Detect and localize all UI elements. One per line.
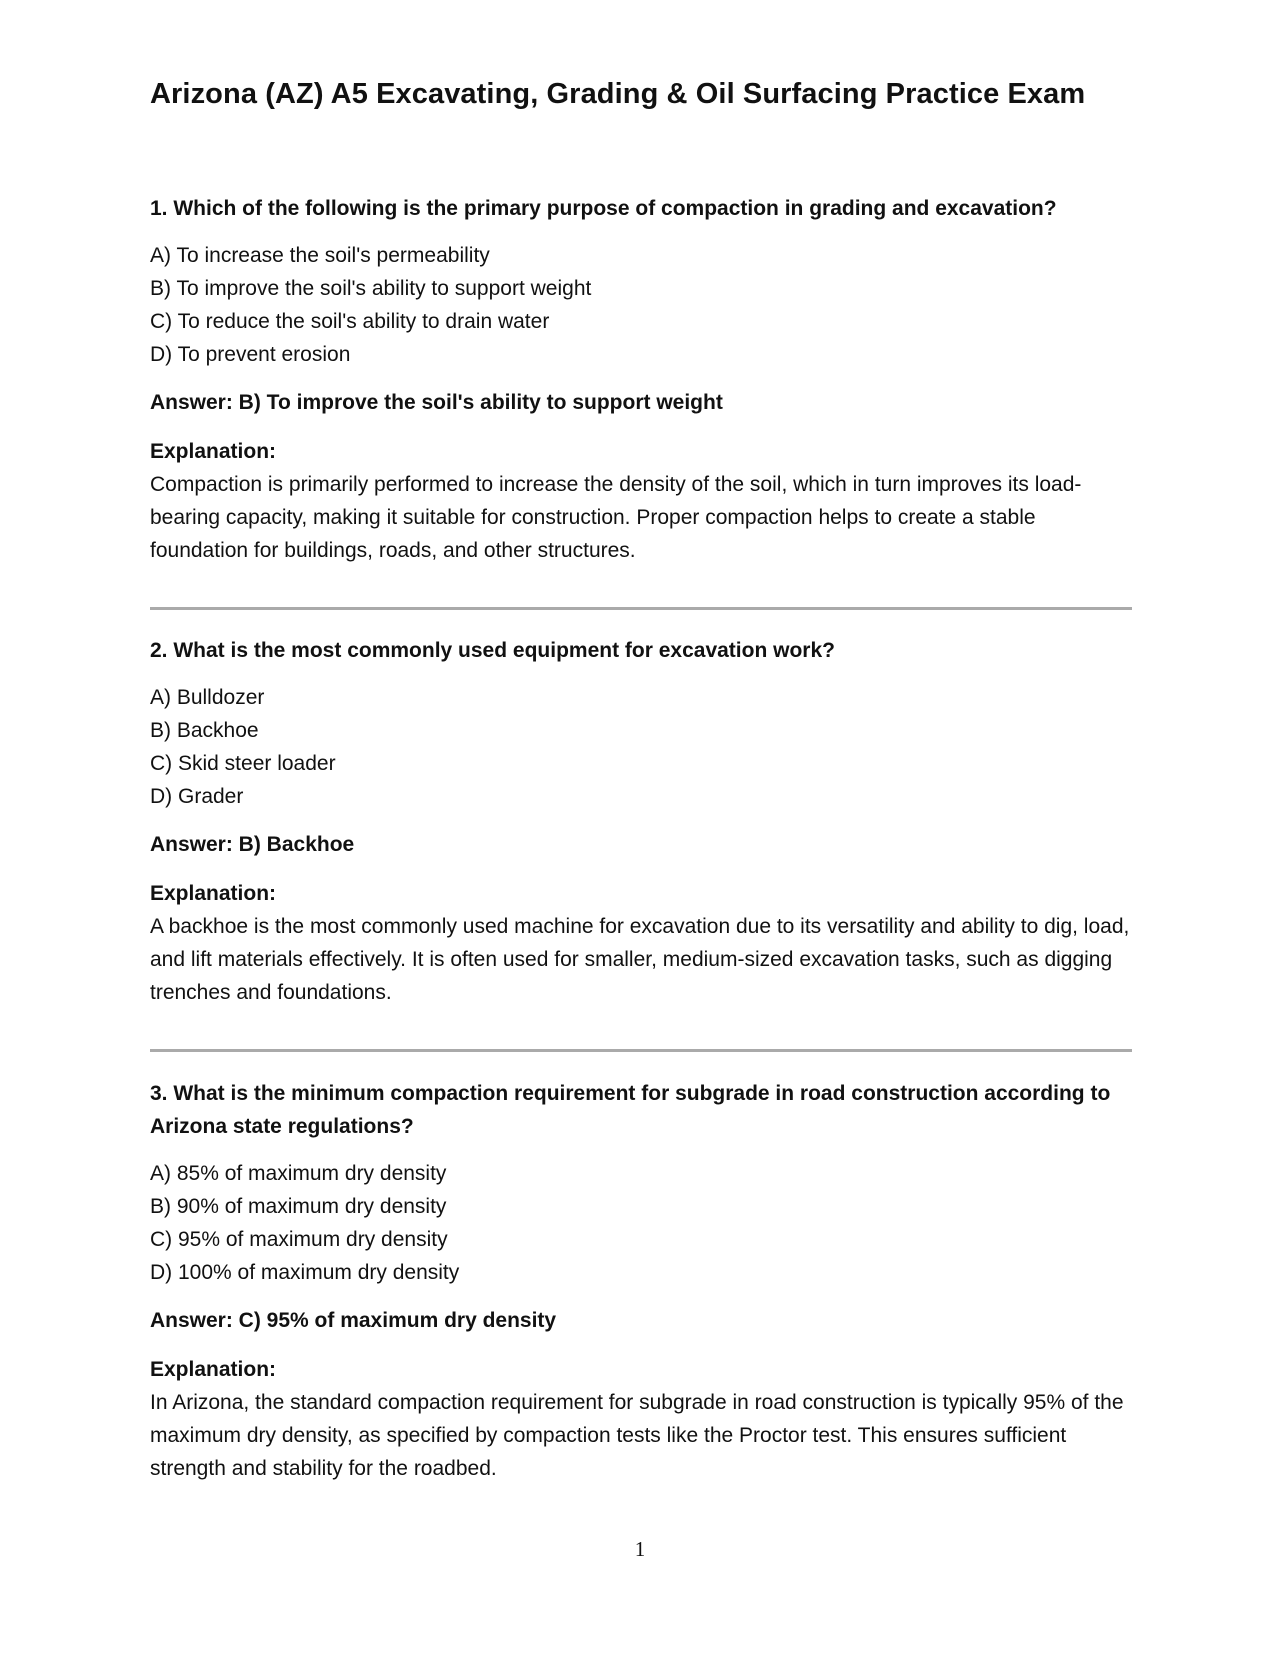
option-d: D) To prevent erosion	[150, 343, 351, 366]
option-a: A) Bulldozer	[150, 686, 265, 709]
option-d: D) Grader	[150, 785, 244, 808]
question-text: 1. Which of the following is the primary purpose of compaction in grading and excavation?	[150, 197, 1057, 220]
option-b: B) Backhoe	[150, 719, 259, 742]
option-b: B) To improve the soil's ability to support weight	[150, 277, 592, 300]
page-title: Arizona (AZ) A5 Excavating, Grading & Oil Surfacing Practice Exam	[150, 78, 1086, 110]
page-number: 1	[634, 1537, 646, 1561]
option-a: A) To increase the soil's permeability	[150, 244, 490, 267]
question-block-2	[150, 634, 1130, 1009]
question-block-3	[150, 1077, 1130, 1485]
options-list	[150, 681, 1130, 813]
explanation-label: Explanation:	[150, 1358, 277, 1381]
option-b: B) 90% of maximum dry density	[150, 1195, 447, 1218]
explanation-label: Explanation:	[150, 440, 277, 463]
explanation-text: Compaction is primarily performed to increase the density of the soil, which in turn improves its load-bearing capacity, making it suitable for construction. Proper compaction helps to create a stable foundation for buildings, roads, and other structures.	[150, 473, 1082, 562]
answer-text: Answer: B) To improve the soil's ability to support weight	[150, 391, 723, 414]
option-a: A) 85% of maximum dry density	[150, 1162, 447, 1185]
option-c: C) 95% of maximum dry density	[150, 1228, 448, 1251]
question-text: 2. What is the most commonly used equipment for excavation work?	[150, 639, 835, 662]
explanation-label: Explanation:	[150, 882, 277, 905]
question-block-1	[150, 192, 1130, 567]
section-divider-1	[150, 607, 1132, 610]
option-c: C) Skid steer loader	[150, 752, 336, 775]
option-c: C) To reduce the soil's ability to drain water	[150, 310, 550, 333]
options-list	[150, 239, 1130, 371]
question-text: 3. What is the minimum compaction requirement for subgrade in road construction according to Arizona state regulations?	[150, 1082, 1111, 1138]
explanation-text: In Arizona, the standard compaction requirement for subgrade in road construction is typically 95% of the maximum dry density, as specified by compaction tests like the Proctor test. This ensures sufficient strength and stability for the roadbed.	[150, 1391, 1124, 1480]
answer-text: Answer: C) 95% of maximum dry density	[150, 1309, 557, 1332]
section-divider-2	[150, 1049, 1132, 1052]
answer-text: Answer: B) Backhoe	[150, 833, 355, 856]
options-list	[150, 1157, 1130, 1289]
explanation-text: A backhoe is the most commonly used machine for excavation due to its versatility and ability to dig, load, and lift materials effectively. It is often used for smaller, medium-sized excavation tasks, such as digging trenches and foundations.	[150, 915, 1130, 1004]
option-d: D) 100% of maximum dry density	[150, 1261, 460, 1284]
